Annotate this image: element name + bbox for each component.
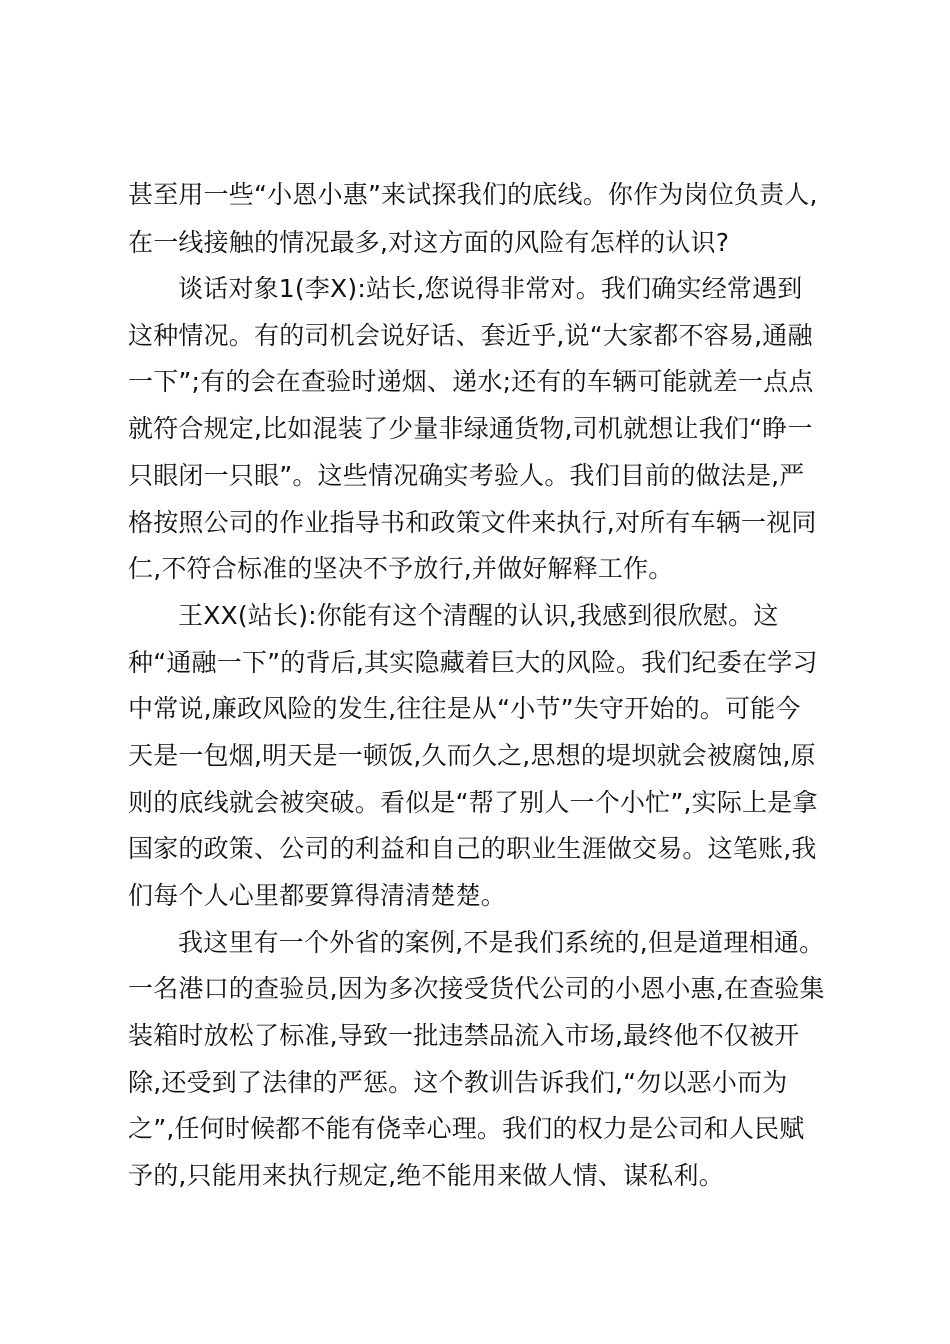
- text-line-9: 仁,不符合标准的坚决不予放行,并做好解释工作。: [128, 554, 674, 583]
- text-line-21: 之”,任何时候都不能有侥幸心理。我们的权力是公司和人民赋: [128, 1114, 805, 1143]
- text-line-22: 予的,只能用来执行规定,绝不能用来做人情、谋私利。: [128, 1161, 724, 1190]
- text-line-12: 中常说,廉政风险的发生,往往是从“小节”失守开始的。可能今: [128, 694, 801, 723]
- text-line-15: 国家的政策、公司的利益和自己的职业生涯做交易。这笔账,我: [128, 834, 817, 863]
- text-line-10: 王XX(站长):你能有这个清醒的认识,我感到很欣慰。这: [178, 601, 779, 630]
- text-line-11: 种“通融一下”的背后,其实隐藏着巨大的风险。我们纪委在学习: [128, 648, 818, 677]
- text-line-18: 一名港口的查验员,因为多次接受货代公司的小恩小惠,在查验集: [128, 974, 825, 1003]
- text-line-6: 就符合规定,比如混装了少量非绿通货物,司机就想让我们“睁一: [128, 414, 813, 443]
- text-line-7: 只眼闭一只眼”。这些情况确实考验人。我们目前的做法是,严: [128, 461, 805, 490]
- text-line-2: 在一线接触的情况最多,对这方面的风险有怎样的认识?: [128, 228, 730, 257]
- text-line-19: 装箱时放松了标准,导致一批违禁品流入市场,最终他不仅被开: [128, 1021, 800, 1050]
- text-line-5: 一下”;有的会在查验时递烟、递水;还有的车辆可能就差一点点: [128, 367, 814, 396]
- text-line-8: 格按照公司的作业指导书和政策文件来执行,对所有车辆一视同: [128, 508, 817, 537]
- text-line-4: 这种情况。有的司机会说好话、套近乎,说“大家都不容易,通融: [128, 321, 813, 350]
- text-line-14: 则的底线就会被突破。看似是“帮了别人一个小忙”,实际上是拿: [128, 788, 818, 817]
- text-line-3: 谈话对象1(李X):站长,您说得非常对。我们确实经常遇到: [178, 274, 803, 303]
- text-line-16: 们每个人心里都要算得清清楚楚。: [128, 881, 507, 910]
- text-line-20: 除,还受到了法律的严惩。这个教训告诉我们,“勿以恶小而为: [128, 1068, 788, 1097]
- text-line-17: 我这里有一个外省的案例,不是我们系统的,但是道理相通。: [178, 928, 825, 957]
- text-line-1: 甚至用一些“小恩小惠”来试探我们的底线。你作为岗位负责人,: [128, 180, 818, 209]
- text-line-13: 天是一包烟,明天是一顿饭,久而久之,思想的堤坝就会被腐蚀,原: [128, 741, 816, 770]
